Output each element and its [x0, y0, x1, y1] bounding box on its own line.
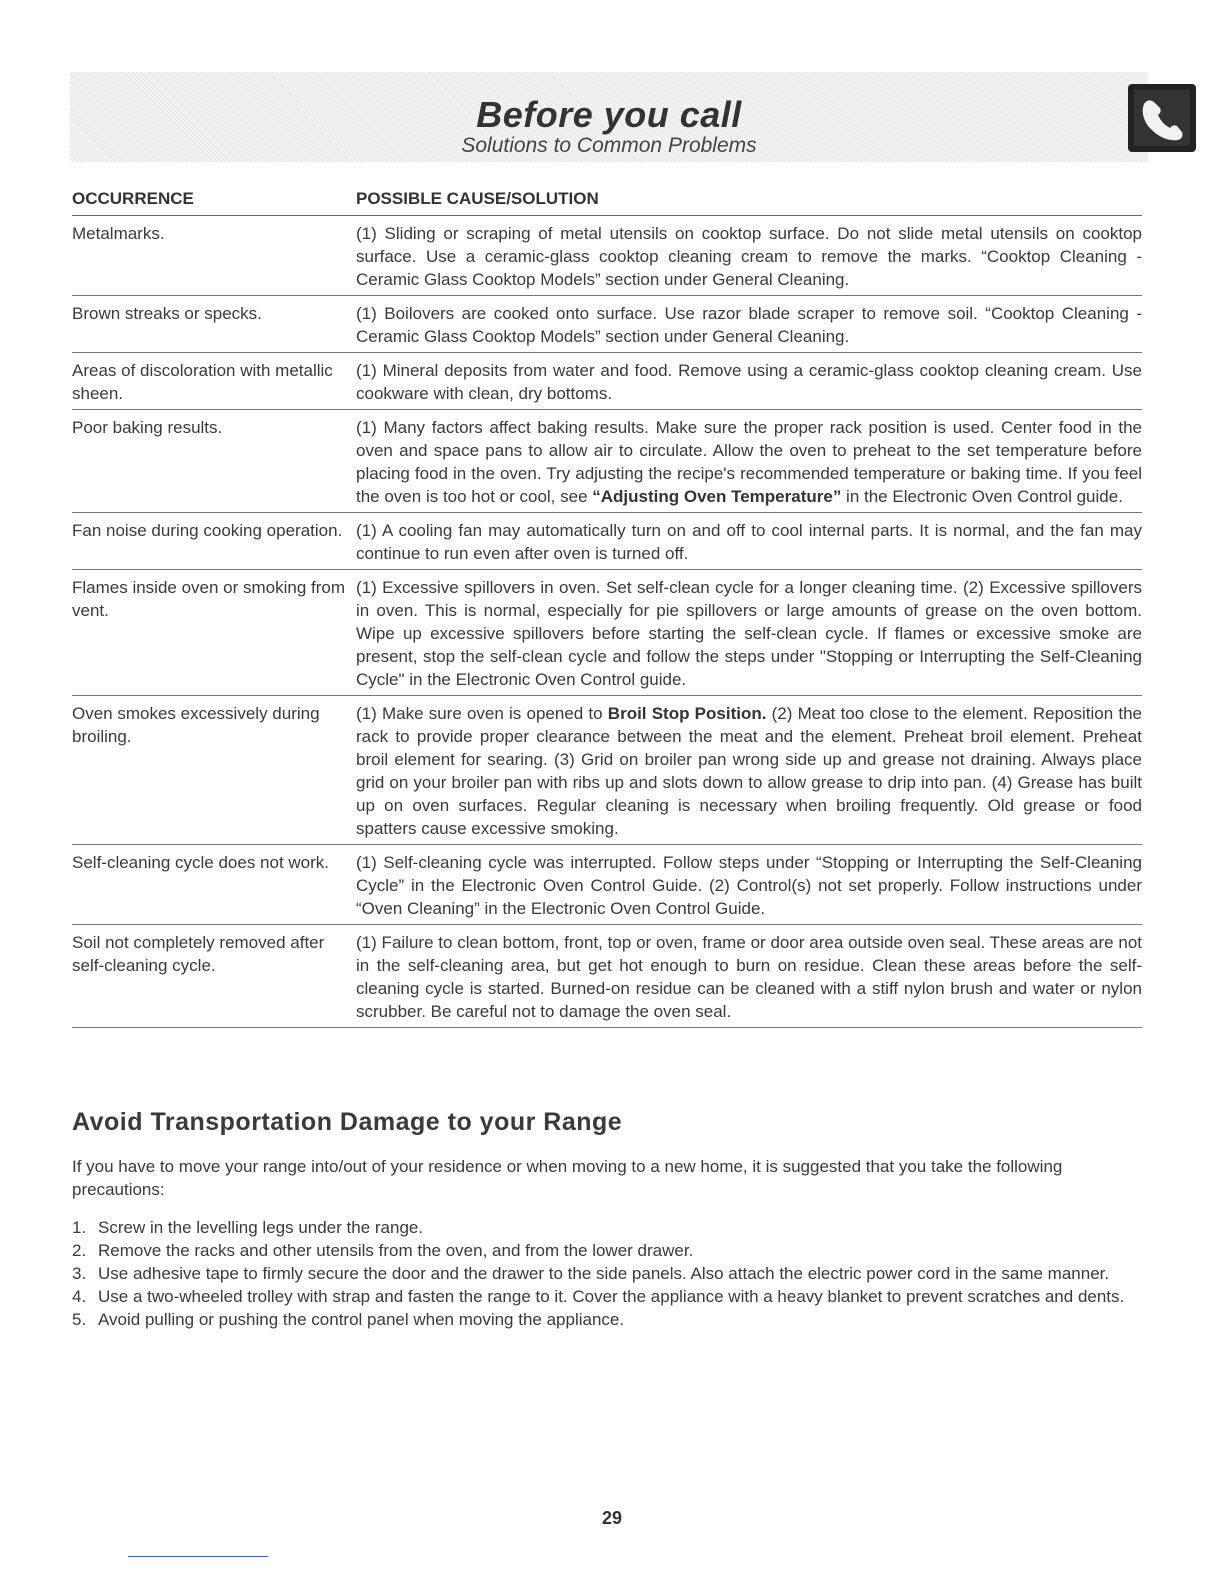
section-title: Avoid Transportation Damage to your Range: [72, 1108, 623, 1136]
table-row: [72, 845, 1142, 925]
step-text: Avoid pulling or pushing the control panel when moving the appliance.: [98, 1310, 625, 1329]
solution-cell: (1) A cooling fan may automatically turn on and off to cool internal parts. It is normal, and the fan may continue to run even after oven is turned off.: [356, 521, 1142, 563]
step-number: 1.: [72, 1218, 87, 1237]
list-item: [72, 1216, 1132, 1239]
solution-cell: [356, 702, 1142, 840]
solution-cell: [356, 416, 1142, 508]
occurrence-cell: Soil not completely removed after self-cleaning cycle.: [72, 933, 325, 975]
list-item: [72, 1239, 1132, 1262]
table-row: [72, 570, 1142, 696]
precautions-list: [72, 1216, 1132, 1331]
solution-text: (1) Many factors affect baking results. Make sure the proper rack position is used. Center food in the oven and space pans to allow air to circulate. Allow the oven to preheat to the set temperature before placing food in the oven. Try adjusting the recipe's recommended temperature or baking time. If you feel the oven is too hot or cool, see: [356, 418, 1142, 506]
table-row: [72, 216, 1142, 296]
occurrence-cell: Flames inside oven or smoking from vent.: [72, 578, 346, 620]
step-text: Use a two-wheeled trolley with strap and fasten the range to it. Cover the appliance with a heavy blanket to prevent scratches and dents.: [98, 1287, 1125, 1306]
table-row: [72, 925, 1142, 1028]
solution-text: in the Electronic Oven Control guide.: [841, 487, 1123, 506]
section-intro: If you have to move your range into/out of your residence or when moving to a new home, it is suggested that you take the following precautions:: [72, 1157, 1063, 1199]
table-row: [72, 696, 1142, 845]
phone-icon: [1128, 84, 1196, 152]
header-banner: [70, 72, 1148, 162]
occurrence-cell: Fan noise during cooking operation.: [72, 521, 343, 540]
list-item: [72, 1262, 1132, 1285]
step-text: Screw in the levelling legs under the range.: [98, 1218, 424, 1237]
occurrence-cell: Oven smokes excessively during broiling.: [72, 704, 320, 746]
list-item: [72, 1308, 1132, 1331]
occurrence-cell: Metalmarks.: [72, 224, 165, 243]
solution-emphasis: Broil Stop Position.: [607, 704, 767, 723]
step-text: Remove the racks and other utensils from the oven, and from the lower drawer.: [98, 1241, 694, 1260]
solution-text: (2) Meat too close to the element. Reposition the rack to provide proper clearance between the meat and the element. Preheat broil element. Preheat broil element for searing. (3) Grid on broiler pan wrong side up and grease not draining. Always place grid on your broiler pan with ribs up and slots down to allow grease to drip into pan. (4) Grease has built up on oven surfaces. Regular cleaning is necessary when broiling frequently. Old grease or food spatters cause excessive smoking.: [356, 704, 1143, 838]
step-number: 2.: [72, 1241, 87, 1260]
step-text: Use adhesive tape to firmly secure the door and the drawer to the side panels. Also attach the electric power cord in the same manner.: [98, 1264, 1110, 1283]
solution-cell: (1) Boilovers are cooked onto surface. Use razor blade scraper to remove soil. “Cooktop Cleaning - Ceramic Glass Cooktop Models” section under General Cleaning.: [356, 304, 1142, 346]
table-row: [72, 410, 1142, 513]
solution-text: (1) Make sure oven is opened to: [356, 704, 608, 723]
occurrence-cell: Areas of discoloration with metallic sheen.: [72, 361, 333, 403]
table-row: [72, 353, 1142, 410]
table-header: [72, 186, 1142, 216]
solution-cell: (1) Self-cleaning cycle was interrupted. Follow steps under “Stopping or Interrupting the Self-Cleaning Cycle” in the Electronic Oven Control Guide. (2) Control(s) not set properly. Follow instructions under “Oven Cleaning” in the Electronic Oven Control Guide.: [356, 853, 1142, 918]
step-number: 5.: [72, 1310, 87, 1329]
step-number: 3.: [72, 1264, 87, 1283]
banner-title: Before you call: [476, 94, 742, 135]
page-number: 29: [601, 1508, 623, 1528]
footer-divider: [128, 1556, 268, 1557]
occurrence-cell: Self-cleaning cycle does not work.: [72, 853, 330, 872]
solution-cell: (1) Sliding or scraping of metal utensils on cooktop surface. Do not slide metal utensils on cooktop surface. Use a ceramic-glass cooktop cleaning cream to remove the marks. “Cooktop Cleaning - Ceramic Glass Cooktop Models” section under General Cleaning.: [356, 224, 1142, 289]
list-item: [72, 1285, 1132, 1308]
header-occurrence: OCCURRENCE: [72, 189, 194, 208]
table-row: [72, 513, 1142, 570]
table-row: [72, 296, 1142, 353]
occurrence-cell: Poor baking results.: [72, 418, 223, 437]
occurrence-cell: Brown streaks or specks.: [72, 304, 262, 323]
header-solution: POSSIBLE CAUSE/SOLUTION: [356, 189, 599, 208]
solution-emphasis: “Adjusting Oven Temperature”: [592, 487, 842, 506]
solution-cell: (1) Failure to clean bottom, front, top or oven, frame or door area outside oven seal. These areas are not in the self-cleaning area, but get hot enough to burn on residue. Clean these areas before the self-cleaning cycle is started. Burned-on residue can be cleaned with a stiff nylon brush and water or nylon scrubber. Be careful not to damage the oven seal.: [356, 933, 1142, 1021]
solution-cell: (1) Mineral deposits from water and food. Remove using a ceramic-glass cooktop cleaning cream. Use cookware with clean, dry bottoms.: [356, 361, 1142, 403]
banner-subtitle: Solutions to Common Problems: [461, 134, 757, 157]
solution-cell: (1) Excessive spillovers in oven. Set self-clean cycle for a longer cleaning time. (2) Excessive spillovers in oven. This is normal, especially for pie spillovers or large amounts of grease on the oven bottom. Wipe up excessive spillovers before starting the self-clean cycle. If flames or excessive smoke are present, stop the self-clean cycle and follow the steps under "Stopping or Interrupting the Self-Cleaning Cycle" in the Electronic Oven Control guide.: [356, 578, 1142, 689]
troubleshooting-table: [72, 186, 1142, 1028]
step-number: 4.: [72, 1287, 87, 1306]
